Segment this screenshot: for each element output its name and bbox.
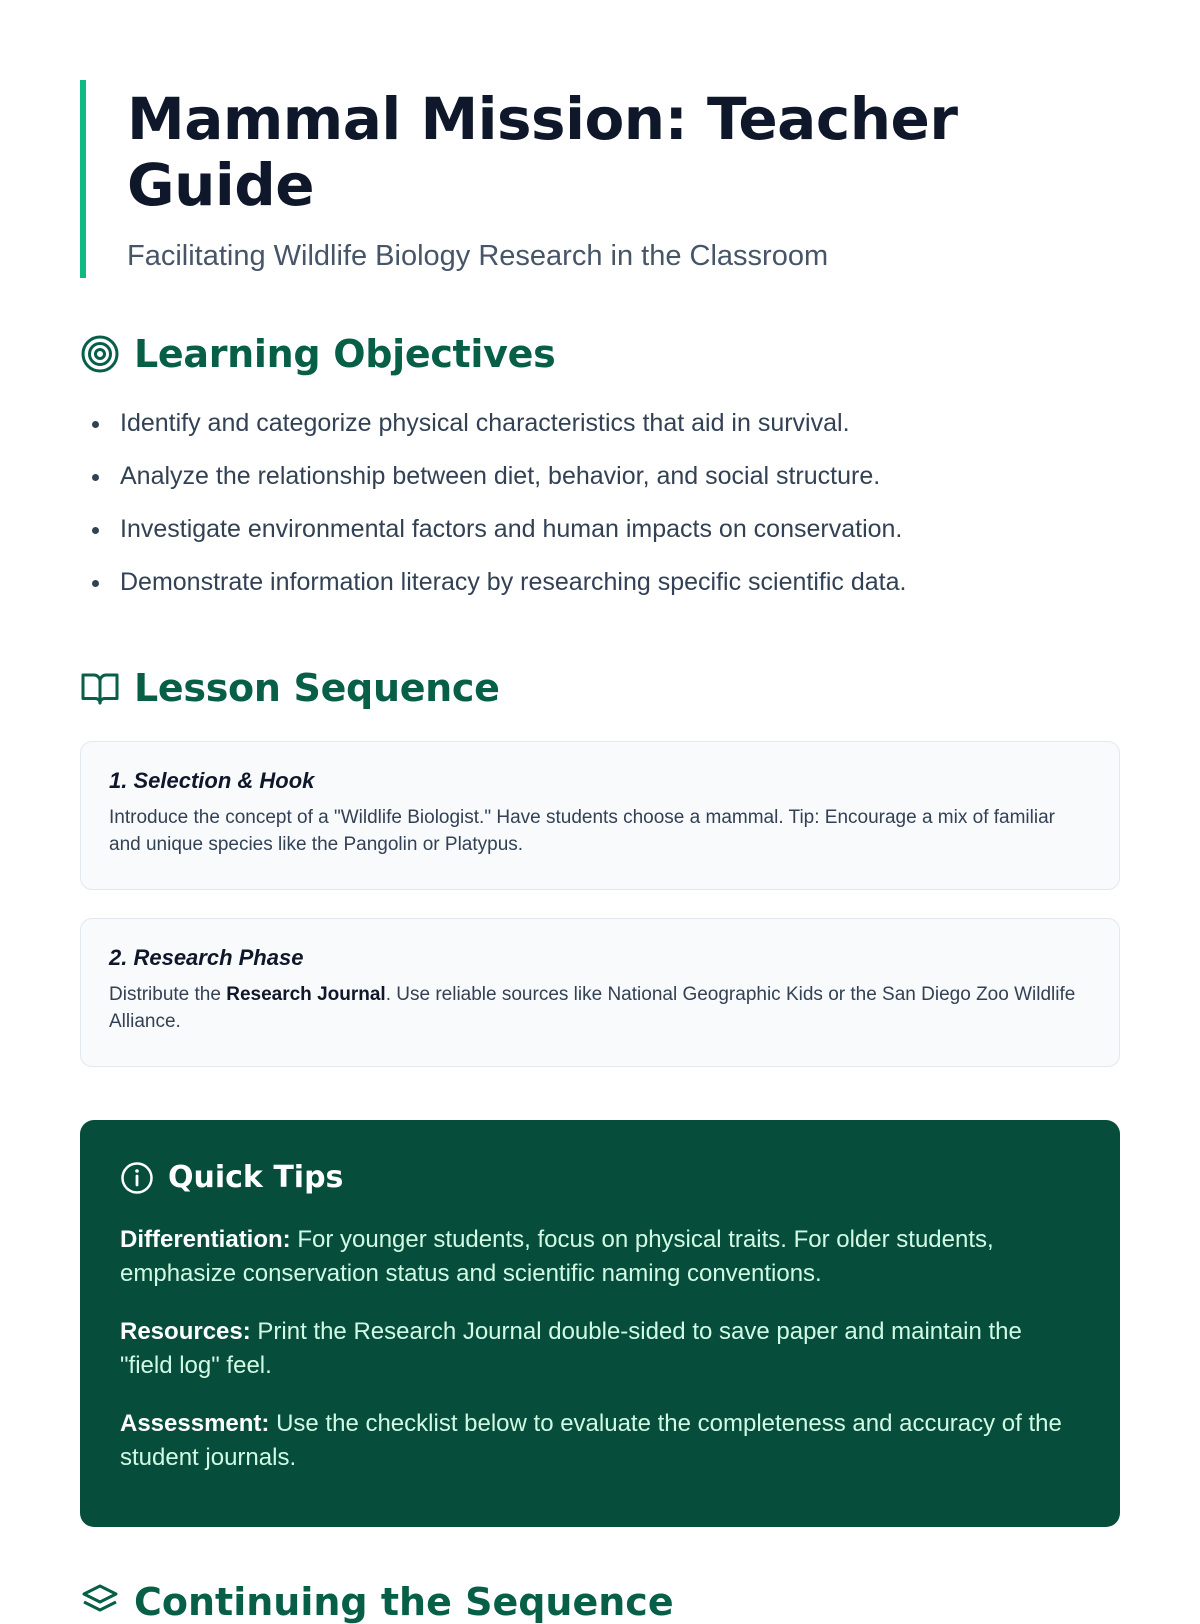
bullet	[92, 474, 99, 481]
tip-item	[120, 1407, 1080, 1475]
step-body-text: Distribute the	[109, 984, 227, 1005]
tip-label: Assessment:	[120, 1410, 270, 1437]
continuing-sequence-heading	[80, 1580, 674, 1624]
continuing-sequence-title: Continuing the Sequence	[134, 1580, 674, 1624]
step-title: 2. Research Phase	[109, 945, 304, 970]
bullet	[92, 421, 99, 428]
page-header	[80, 80, 1120, 278]
list-item	[80, 408, 1120, 438]
bullet	[92, 580, 99, 587]
list-item	[80, 461, 1120, 491]
tip-label: Resources:	[120, 1318, 251, 1345]
learning-objectives-heading	[80, 332, 555, 376]
quick-tips-header	[120, 1160, 1080, 1195]
step-body-text: . Use reliable sources like National Geographic Kids or the San Diego Zoo Wildlife Alliance.	[109, 984, 1076, 1032]
tip-text: Print the Research Journal double-sided to save paper and maintain the "field log" feel.	[120, 1318, 1022, 1379]
list-item	[80, 514, 1120, 544]
info-icon	[120, 1161, 154, 1195]
list-item	[80, 567, 1120, 597]
objectives-list	[80, 408, 1120, 620]
step-card	[80, 741, 1120, 890]
objective-text: Investigate environmental factors and human impacts on conservation.	[120, 515, 903, 543]
target-icon	[80, 334, 120, 374]
research-journal-emphasis: Research Journal	[226, 984, 386, 1005]
objective-text: Analyze the relationship between diet, behavior, and social structure.	[120, 462, 881, 490]
step-body	[109, 981, 1091, 1035]
layers-icon	[80, 1582, 120, 1622]
objective-text: Demonstrate information literacy by researching specific scientific data.	[120, 568, 907, 596]
page-subtitle: Facilitating Wildlife Biology Research in the Classroom	[127, 240, 829, 272]
objective-text: Identify and categorize physical characteristics that aid in survival.	[120, 409, 850, 437]
bullet	[92, 527, 99, 534]
step-card	[80, 918, 1120, 1067]
step-title: 1. Selection & Hook	[109, 768, 315, 793]
lesson-sequence-heading	[80, 666, 500, 710]
tip-label: Differentiation:	[120, 1226, 291, 1253]
tip-item	[120, 1223, 1080, 1291]
page-title: Mammal Mission: Teacher Guide	[127, 85, 958, 219]
tip-text: Use the checklist below to evaluate the completeness and accuracy of the student journals.	[120, 1410, 1062, 1471]
step-body: Introduce the concept of a "Wildlife Biologist." Have students choose a mammal. Tip: Encourage a mix of familiar and unique species like the Pangolin or Platypus.	[109, 807, 1055, 855]
learning-objectives-title: Learning Objectives	[134, 332, 556, 376]
quick-tips-box	[80, 1120, 1120, 1527]
lesson-sequence-title: Lesson Sequence	[134, 666, 500, 710]
tip-text: For younger students, focus on physical traits. For older students, emphasize conservation status and scientific naming conventions.	[120, 1226, 994, 1287]
book-open-icon	[80, 668, 120, 708]
tip-item	[120, 1315, 1080, 1383]
quick-tips-title: Quick Tips	[168, 1160, 344, 1195]
